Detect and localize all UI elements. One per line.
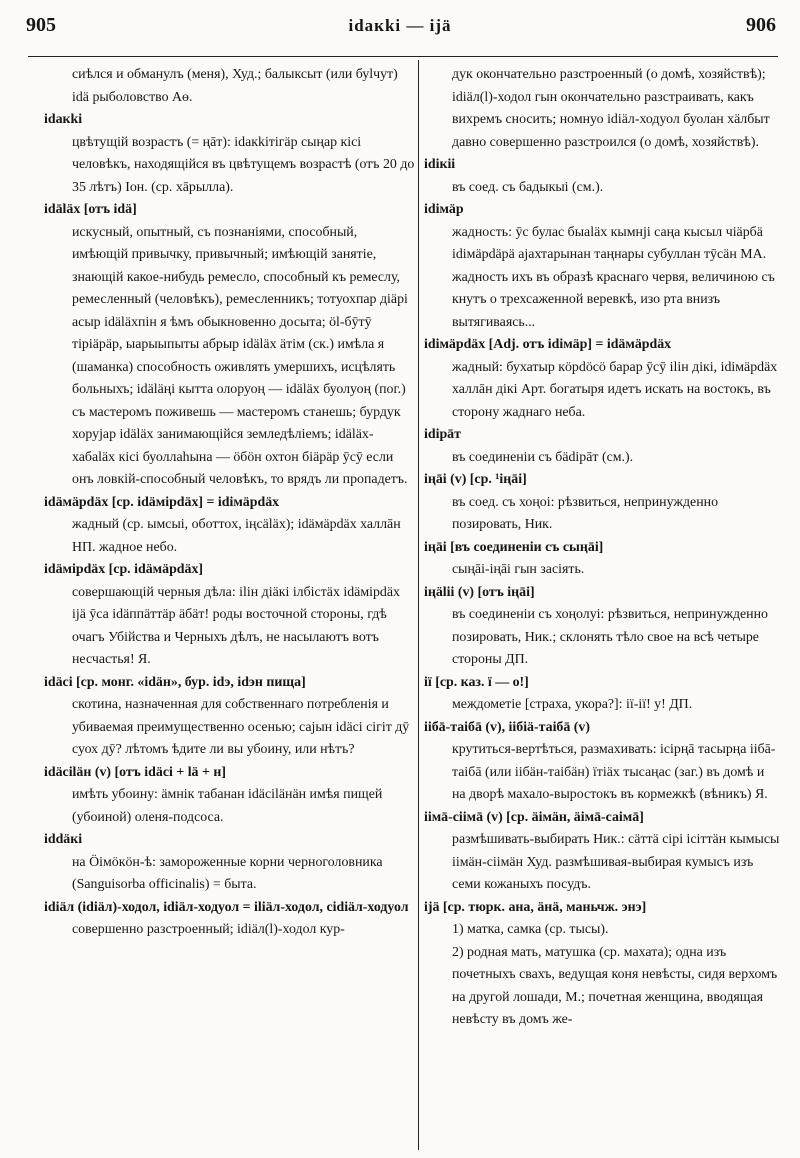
right-column bbox=[424, 64, 780, 1032]
entry-headword: іdірāт bbox=[424, 427, 461, 442]
entry-definition: размѣшивать-выбирать Ник.: сäттä сірі ісіттäн кымысы іімäн-сіімäн Худ. размѣшивая-выбирая кумысъ изъ семи кожаныхъ посудъ. bbox=[452, 832, 780, 892]
entry-definition: жадный: бухатыр кöрdöсö барар ӯсӯ іlін дікі, іdімäрdäх халлāн дікі Арт. богатыря идетъ искать на востокъ, въ сторону жаднаго неба. bbox=[452, 359, 778, 420]
entry-definition: на Öiмöкöн-ѣ: замороженные корни черноголовника (Sanguisorba officinalis) = быта. bbox=[72, 854, 383, 892]
entry-headword: іdäмірdäх [ср. іdäмäрdäх] bbox=[44, 562, 204, 577]
page-header bbox=[0, 14, 800, 50]
left-page-number: 905 bbox=[26, 14, 56, 36]
entry-definition: жадность: ӯс булас быаläх кымнjі саңа кысыл чіäрбä іdімäрdäрä аjахтарынан таңнары субуллан тӯсäн МА. жадность ихъ въ образѣ краснаго червя, величиною съ кнутъ о трехсаженной веревкѣ, изо рта внизъ вытягиваясь... bbox=[452, 224, 775, 330]
column-divider bbox=[418, 60, 419, 1150]
entry-definition: крутиться-вертѣться, размахивать: ісірңā тасырңа іібā-таібā (или іібäн-таібäн) їтіäх тысаңас (заг.) въ домѣ и на дворѣ махало-выростокъ въ кормежкѣ (вѣникъ) Я. bbox=[452, 742, 776, 802]
entry-headword: іdімäр bbox=[424, 202, 464, 217]
entry-headword: ії [ср. каз. ї — о!] bbox=[424, 674, 529, 690]
left-column bbox=[44, 64, 416, 942]
entry-headword: іdікіі bbox=[424, 157, 456, 172]
right-page-number: 906 bbox=[746, 14, 776, 36]
entry-definition: жадный (ср. ымсыі, оботтоx, іңсäläх); іdäмäрdäх халлāн НП. жадное небо. bbox=[72, 517, 401, 555]
entry-headword: іdāläх [отъ іdä] bbox=[44, 202, 137, 217]
entry-definition: въ соединеніи съ бädірāт (см.). bbox=[452, 449, 634, 465]
entry-headword: іdіäл (іdіäл)-ходол, іdіäл-ходуол = іlіäл-ходол, сіdіäл-ходуол bbox=[44, 899, 409, 915]
entry-definition: 1) матка, самка (ср. тысы). bbox=[452, 922, 609, 937]
entry-headword: іdімäрdäх [Adj. отъ іdімäр] = іdäмäрdäх bbox=[424, 337, 672, 352]
continued-definition: сиѣлся и обманулъ (меня), Худ.; балыксыт (или буlчут) іdä рыболовство Аѳ. bbox=[72, 67, 398, 105]
entry-headword: іімā-сіімā (v) [ср. äімäн, äімā-саімā] bbox=[424, 809, 644, 825]
entry-definition: въ соед. съ бадыкыі (см.). bbox=[452, 179, 604, 195]
entry-headword: іdäсі [ср. монг. «іdäн», бур. іdэ, іdэн пища] bbox=[44, 674, 306, 690]
entry-headword: іddäкі bbox=[44, 832, 83, 847]
entry-definition: имѣть убоину: äмнік табанан іdäсіläнäн имѣя пищей (убоиной) оленя-подсоса. bbox=[72, 787, 383, 825]
entry-definition: въ соед. съ хоңоі: рѣзвиться, непринужденно позировать, Ник. bbox=[452, 494, 719, 532]
entry-headword: іjä [ср. тюрк. ана, äнä, маньчж. энэ] bbox=[424, 899, 647, 915]
entry-definition: междометіе [страха, укора?]: ії-ії! у! ДП. bbox=[452, 697, 693, 712]
entry-definition: цвѣтущій возрастъ (= ңāт): іdакkітігäр сыңар кісі человѣкъ, находящійся въ цвѣтущемъ возрастѣ (отъ 20 до 35 лѣтъ) Іон. (ср. хāрылла). bbox=[72, 134, 415, 195]
entry-definition: 2) родная мать, матушка (ср. махата); одна изъ почетныхъ свахъ, ведущая коня невѣсты, сидя верхомъ на другой лошади, М.; почетная женщина, вводящая невѣсту въ домъ же- bbox=[452, 944, 778, 1027]
entry-definition: въ соединеніи съ хоңолуі: рѣзвиться, непринужденно позировать, Ник.; склонять тѣло свое на всѣ четыре стороны ДП. bbox=[452, 607, 768, 667]
entry-definition: сыңāі-іңāі гын засіять. bbox=[452, 562, 585, 577]
entry-headword: іңāі [въ соединеніи съ сыңāі] bbox=[424, 539, 604, 555]
entry-headword: іңälіі (v) [отъ іңāі] bbox=[424, 584, 535, 600]
entry-definition: совершающій черныя дѣла: іlін діäкі ілбістäх іdäмірdäх іjä ӯса іdäппäттäр äбäт! роды восточной стороны, гдѣ очагъ Убійства и Черныхъ дѣлъ, не насылаютъ вотъ несчастья! Я. bbox=[72, 584, 400, 667]
entry-headword: іdäмäрdäх [ср. іdäмірdäх] = іdімäрdäх bbox=[44, 494, 280, 510]
entry-definition: искусный, опытный, съ познаніями, способный, имѣющій привычку, привычный; имѣющій занятіе, знающій какое-нибудь ремесло, способный къ ремеслу, ремесленный (человѣкъ), ремесленникъ; тотуохпар діäрі асыр іdäläхпін я ѣмъ обыкновенно досыта; öl-бӯтӯ тіріäрäр, ыарыыпыты абрыр іdäläх äтім (ск.) имѣла я (шаманка) способность оживлять умершихъ, исцѣлять больныхъ; іdäläңі кытта олоруоң — іdäläх буолуоң (пог.) съ мастеромъ поживешь — мастеромъ станешь; бурдук хоруjар іdäläх занимающійся земледѣліемъ; іdäläх-хабаläх кісі буоллаhына — öбӧн охтон біäрäр ӯсӯ если онъ ловкій-способный человѣкъ, то врядъ ли пропадетъ. bbox=[72, 224, 408, 487]
entry-definition: дук окончательно разстроенный (о домѣ, хозяйствѣ); іdіäл(l)-ходол гын окончательно разстраивать, какъ вихремъ сносить; номнуо іdіäл-ходуол буолан хäлбыт давно совершенно разстроился (о домѣ, хозяйствѣ). bbox=[452, 67, 770, 150]
entry-headword: іңāі (v) [ср. ¹іңāі] bbox=[424, 472, 527, 487]
header-rule bbox=[28, 56, 778, 57]
entry-definition: скотина, назначенная для собственнаго потребленія и убиваемая преимущественно осенью; саjын іdäсі сігіт дӯ суох дӯ? лѣтомъ ѣдите ли вы убоину, или нѣтъ? bbox=[72, 697, 410, 757]
entry-headword: іібā-таібā (v), іібіä-таібā (v) bbox=[424, 719, 590, 735]
entry-headword: іdäсіläн (v) [отъ іdäсі + lä + н] bbox=[44, 764, 226, 780]
running-title: іdакkі — іjä bbox=[348, 16, 452, 35]
entry-definition: совершенно разстроенный; іdіäл(l)-ходол кур- bbox=[72, 922, 345, 937]
entry-headword: іdакkі bbox=[44, 112, 83, 127]
